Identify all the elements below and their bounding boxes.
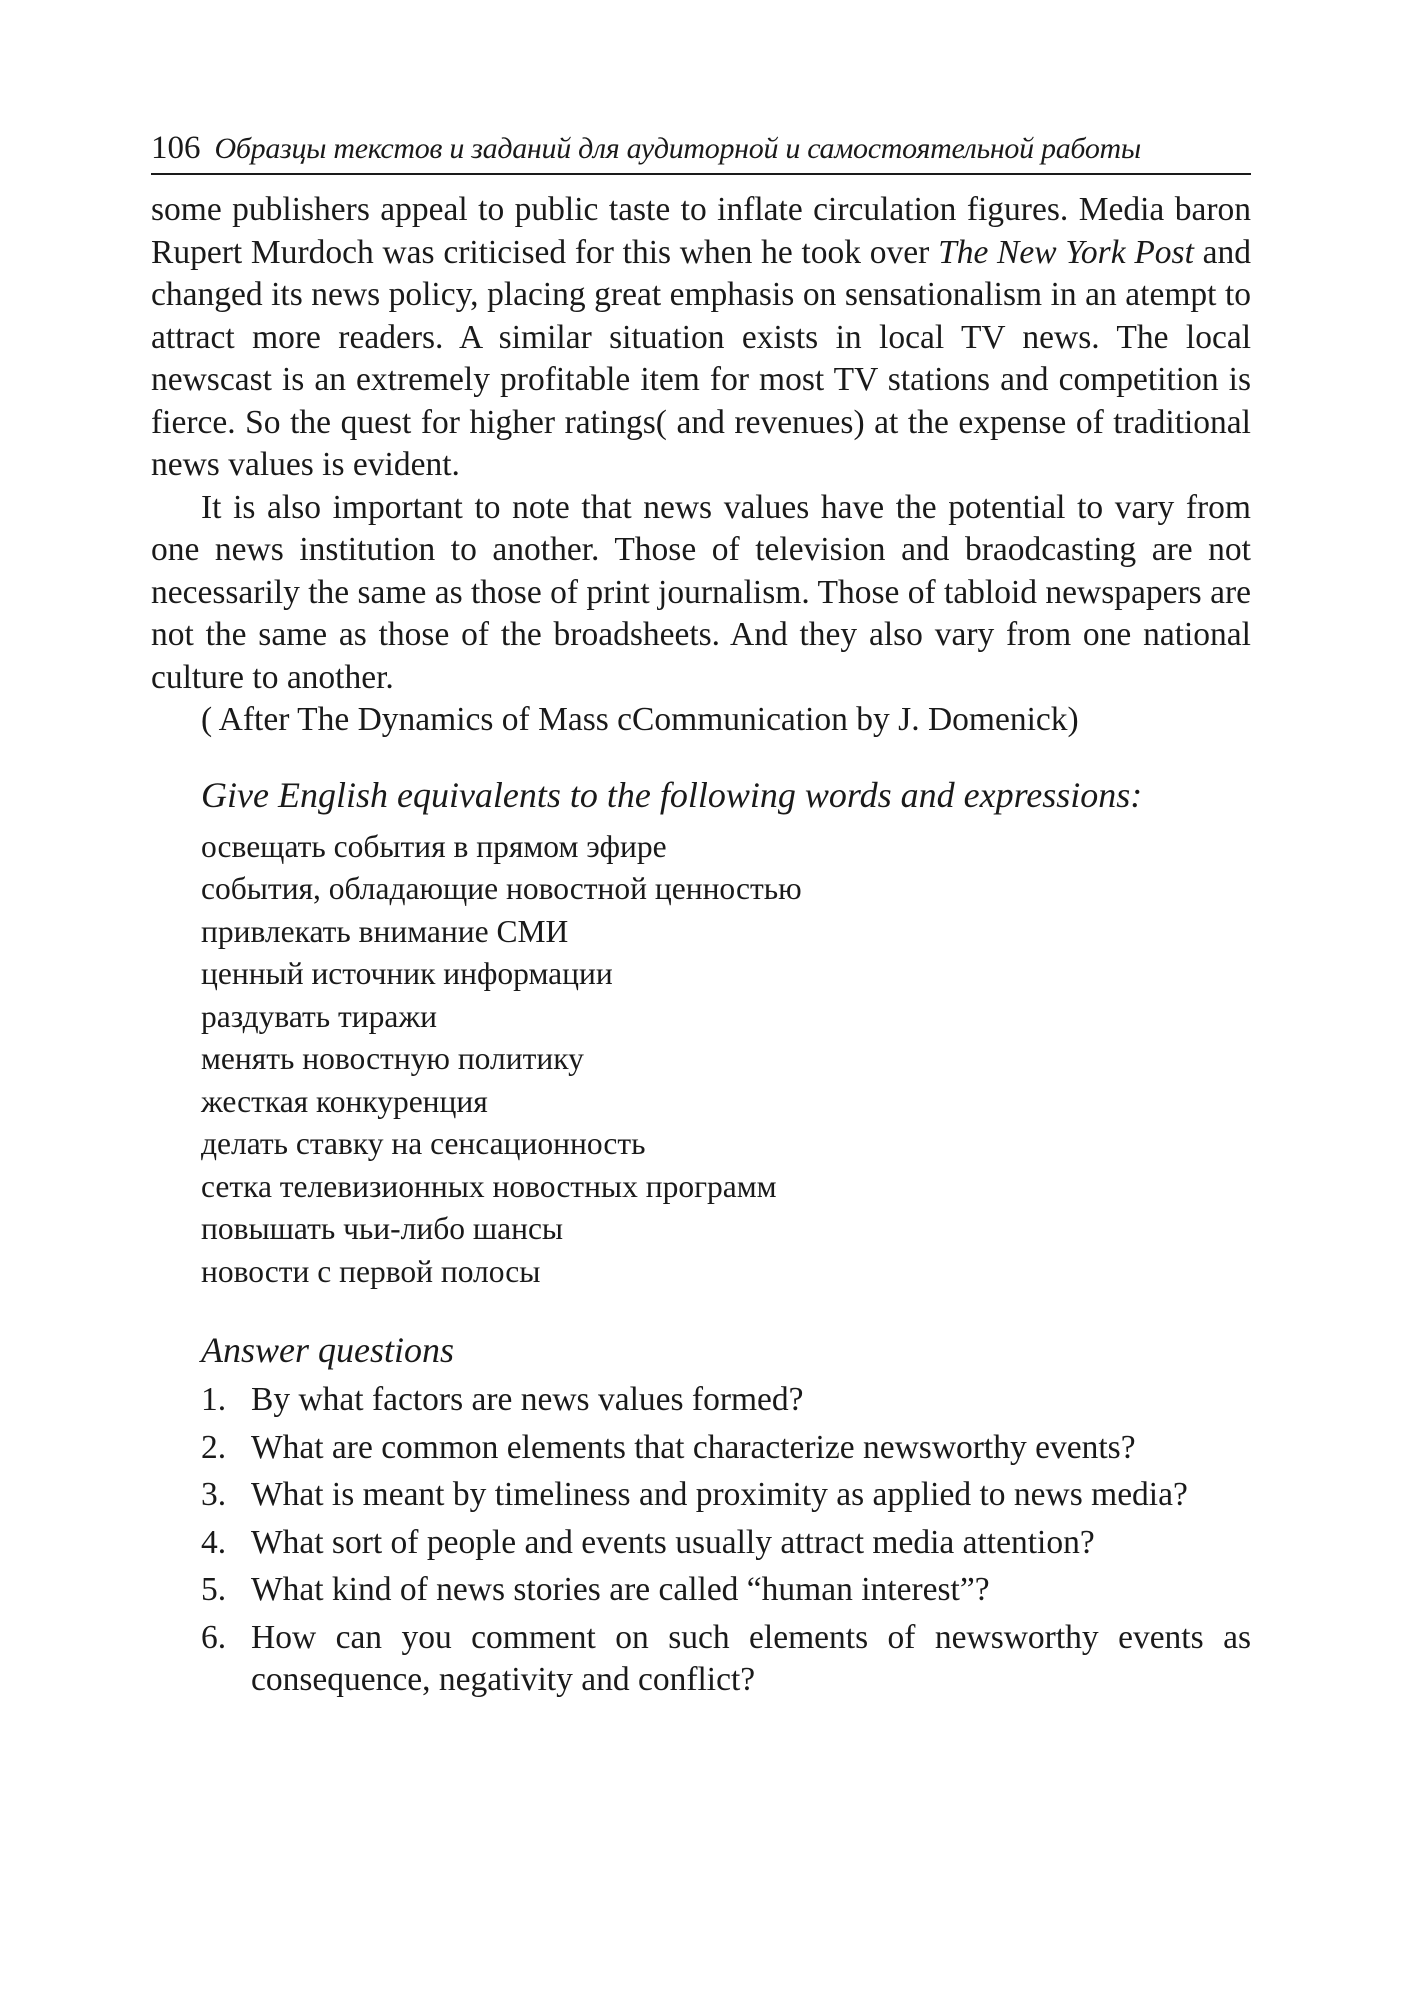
paragraph-part: and changed its news policy, placing great emphasis on sensationalism in an atempt to attract more readers. A similar situation exists in local TV news. The local newscast is an extremely profitable item for most TV stations and competition is fierce. So the quest for higher ratings( and revenues) at the expense of traditional news values is evident. (151, 233, 1252, 483)
vocabulary-list (201, 826, 1251, 1294)
vocabulary-item: делать ставку на сенсационность (201, 1126, 646, 1161)
vocabulary-item: ценный источник информации (201, 956, 613, 991)
question-number: 1. (201, 1381, 227, 1418)
question-text: How can you comment on such elements of newsworthy events as consequence, negativity and conflict? (251, 1618, 1251, 1698)
running-title: Образцы текстов и заданий для аудиторной и самостоятельной работы (214, 132, 1141, 165)
publication-name: The New York Post (938, 233, 1194, 271)
question-number: 2. (201, 1428, 227, 1466)
question-item (201, 1379, 1251, 1422)
book-page (151, 130, 1251, 1707)
running-header (151, 130, 1251, 175)
vocabulary-item: события, обладающие новостной ценностью (201, 871, 802, 906)
vocabulary-item: раздувать тиражи (201, 998, 437, 1034)
question-text: What are common elements that characterize newsworthy events? (251, 1428, 1136, 1466)
vocabulary-item: жесткая конкуренция (201, 1083, 488, 1119)
question-item (201, 1474, 1251, 1517)
question-text: What kind of news stories are called “human interest”? (251, 1571, 990, 1608)
vocabulary-item: привлекать внимание СМИ (201, 913, 569, 949)
vocabulary-item: новости с первой полосы (201, 1253, 541, 1289)
questions-list (201, 1379, 1251, 1702)
question-item (201, 1427, 1251, 1470)
question-text: What is meant by timeliness and proximity as applied to news media? (251, 1476, 1188, 1513)
vocabulary-item: сетка телевизионных новостных программ (201, 1168, 777, 1204)
question-number: 5. (201, 1571, 227, 1608)
question-number: 4. (201, 1523, 227, 1561)
vocabulary-item: повышать чьи-либо шансы (201, 1211, 564, 1246)
vocabulary-heading: Give English equivalents to the following words and expressions: (201, 774, 1143, 815)
source-citation: ( After The Dynamics of Mass cCommunication by J. Domenick) (201, 701, 1079, 738)
vocabulary-item: менять новостную политику (201, 1041, 584, 1076)
paragraph-continued (151, 189, 1251, 487)
article-text (151, 189, 1251, 699)
question-number: 6. (201, 1618, 227, 1656)
question-text: By what factors are news values formed? (251, 1381, 804, 1418)
questions-heading: Answer questions (201, 1330, 455, 1370)
paragraph: It is also important to note that news values have the potential to vary from one news institution to another. Those of television and braodcasting are not necessarily the same as those of print journalism. Those of tabloid newspapers are not the same as those of the broadsheets. And they also vary from one national culture to another. (151, 488, 1251, 696)
question-item (201, 1617, 1251, 1702)
question-number: 3. (201, 1476, 227, 1513)
vocabulary-item: освещать события в прямом эфире (201, 828, 667, 864)
page-number: 106 (151, 130, 201, 166)
paragraph-part: some publishers appeal to public taste to inflate circulation figures. Media baron Rupert Murdoch was criticised for this when he took over (151, 191, 1251, 271)
question-text: What sort of people and events usually attract media attention? (251, 1523, 1095, 1561)
question-item (201, 1522, 1251, 1565)
question-item (201, 1569, 1251, 1612)
